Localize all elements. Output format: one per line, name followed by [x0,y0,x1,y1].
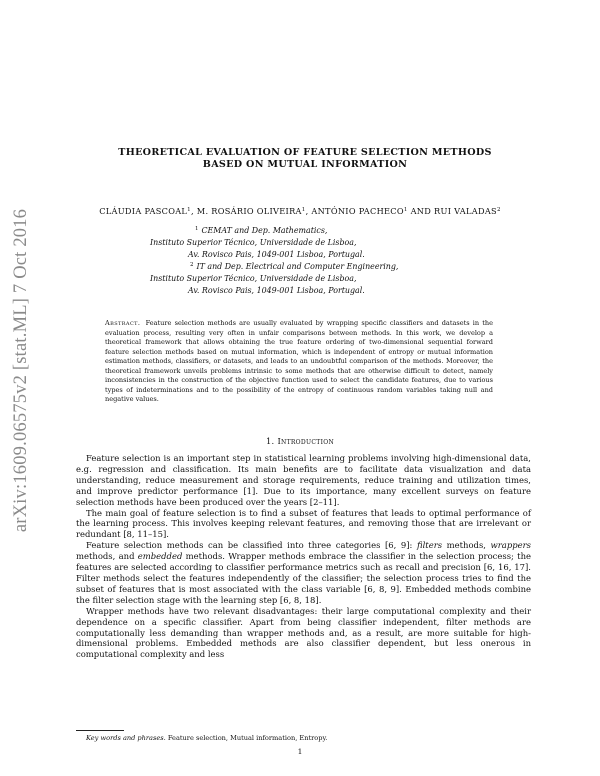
affiliations [150,224,450,297]
author-name: AND RUI VALADAS [407,206,497,216]
affiliation-mark: 1 [301,207,306,213]
author-name: , ANTÓNIO PACHECO [305,206,404,216]
affiliation-number: 1 [195,226,199,232]
section-heading [0,436,600,446]
abstract-text: Feature selection methods are usually evaluated by wrapping specific classifiers and datasets in the evaluation process, resulting very often in unfair comparisons between methods. In this work, we develop a theoretical framework that allows obtaining the true feature ordering of two-dimensional sequential forward feature selection methods based on mutual information, which is independent of entropy or mutual information estimation methods, classifiers, or datasets, and leads to an undoubtful comparison of the methods. Moreover, the theoretical framework unveils problems intrinsic to some methods that are otherwise difficult to detect, namely inconsistencies in the construction of the objective function used to select the candidate features, due to various types of indeterminations and to the possibility of the entropy of continuous random variables taking null and negative values. [105,319,493,403]
footnote-rule [76,730,124,731]
text-run: methods. Wrapper methods embrace the classifier in the selection process; the features are selected according to classifier performance metrics such as recall and precision [6, 16, 17]. Filter methods select the features independently of the classifier; the selection process tries to find the subset of features that is most associated with the class variable [6, 8, 9]. Embedded methods combine the filter selection stage with the learning step [6, 8, 18]. [76,551,531,605]
paper-title-line-1: THEORETICAL EVALUATION OF FEATURE SELECTION METHODS [118,147,492,158]
emphasis-wrappers: wrappers [490,540,531,551]
affiliation-line: Av. Rovisco Pais, 1049-001 Lisboa, Portugal. [188,285,365,295]
paragraph [76,540,531,605]
emphasis-embedded: embedded [137,551,183,562]
author-list [70,205,530,217]
affiliation-line: Av. Rovisco Pais, 1049-001 Lisboa, Portugal. [188,249,365,259]
affiliation-line: Instituto Superior Técnico, Universidade de Lisboa, [150,274,357,284]
arxiv-identifier: arXiv:1609.06575v2 [stat.ML] 7 Oct 2016 [11,208,32,532]
affiliation-text: CEMAT and Dep. Mathematics, [201,226,328,235]
affiliation-mark: 1 [403,207,408,213]
paragraph: The main goal of feature selection is to find a subset of features that leads to optimal performance of the learning process. This involves keeping relevant features, and removing those that are irrelevant or redundant [8, 11–15]. [76,507,531,540]
keywords-footnote [86,734,526,743]
text-run: Feature selection methods can be classified into three categories [6, 9]: [86,540,417,551]
section-title: Introduction [277,436,335,446]
text-run: methods, and [76,551,138,562]
body-text [76,453,531,660]
affiliation-line [150,260,450,273]
abstract [105,319,493,405]
affiliation-text: IT and Dep. Electrical and Computer Engineering, [196,262,399,272]
author-name: , M. ROSÁRIO OLIVEIRA [190,206,302,216]
affiliation-line [150,224,450,237]
affiliation-line: Instituto Superior Técnico, Universidade de Lisboa, [150,237,357,247]
keywords-label: Key words and phrases. [86,734,166,742]
affiliation-mark: 1 [187,207,191,213]
text-run: methods, [442,540,491,551]
page-number: 1 [297,747,303,756]
abstract-label: Abstract. [105,319,141,327]
keywords-text: Feature selection, Mutual information, Entropy. [165,734,328,742]
paragraph: Feature selection is an important step in statistical learning problems involving high-dimensional data, e.g. regression and classification. Its main benefits are to facilitate data visualization and data understanding, reduce measurement and storage requirements, reduce training and utilization times, and improve predictor performance [1]. Due to its importance, many excellent surveys on feature selection methods have been produced over the years [2–11]. [76,453,531,507]
section-number: 1. [265,436,275,446]
emphasis-filters: filters [416,540,443,551]
affiliation-mark: 2 [496,207,501,213]
paper-title-line-2: BASED ON MUTUAL INFORMATION [202,159,408,170]
author-name: CLÁUDIA PASCOAL [99,206,188,216]
affiliation-number: 2 [190,262,194,269]
paragraph: Wrapper methods have two relevant disadvantages: their large computational complexity and their dependence on a specific classifier. Apart from being classifier independent, filter methods are computationally less demanding than wrapper methods and, as a result, are more suitable for high-dimensional problems. Embedded methods are also classifier dependent, but less onerous in computational complexity and less [76,605,531,660]
arxiv-stamp [4,160,40,580]
